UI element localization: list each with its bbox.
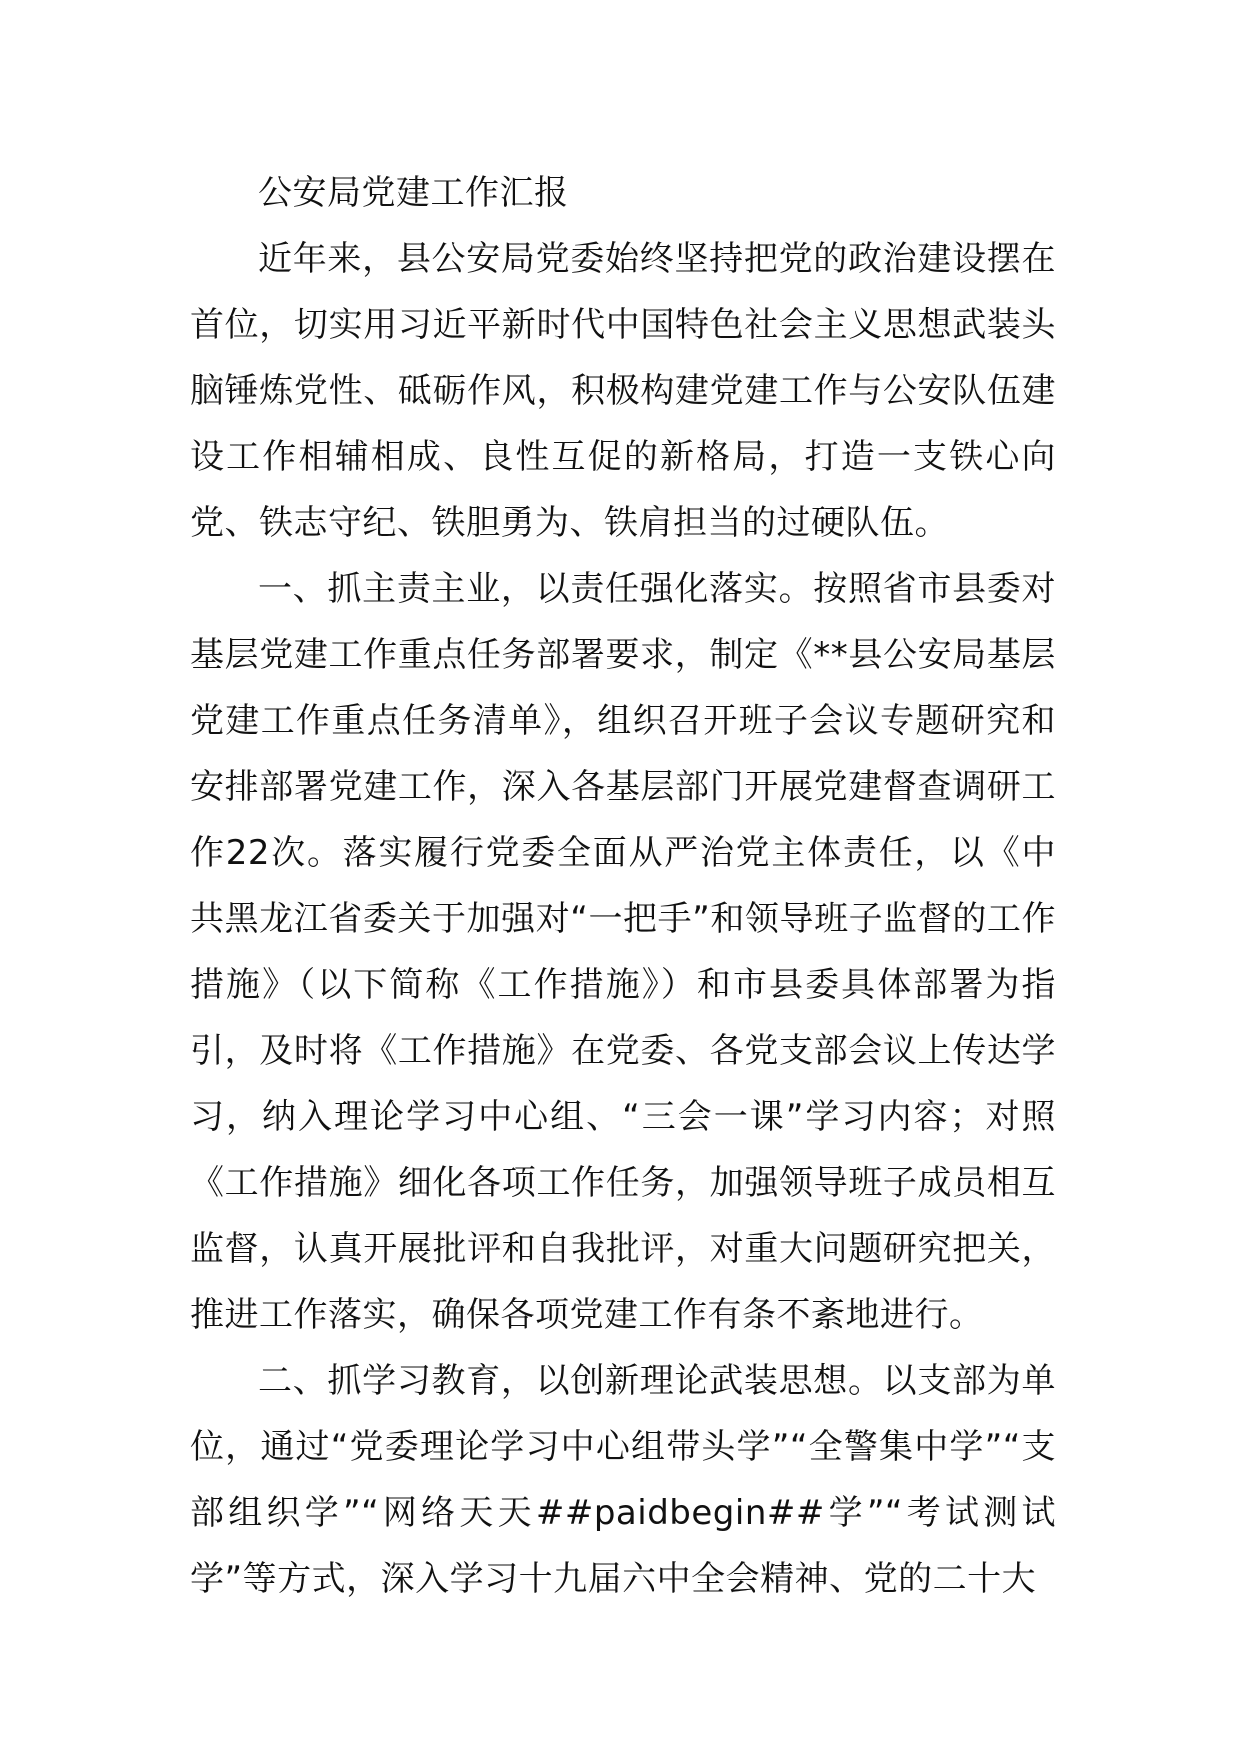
document-title: 公安局党建工作汇报 — [258, 173, 569, 213]
document-body — [190, 160, 1056, 1612]
paragraph-intro: 近年来，县公安局党委始终坚持把党的政治建设摆在首位，切实用习近平新时代中国特色社会主义思想武装头脑锤炼党性、砥砺作风，积极构建党建工作与公安队伍建设工作相辅相成、良性互促的新格局，打造一支铁心向党、铁志守纪、铁胆勇为、铁肩担当的过硬队伍。 — [190, 239, 1056, 543]
paragraph-section-two: 二、抓学习教育，以创新理论武装思想。以支部为单位，通过“党委理论学习中心组带头学”“全警集中学”“支部组织学”“网络天天##paidbegin##学”“考试测试学”等方式，深入学习十九届六中全会精神、党的二十大 — [190, 1361, 1056, 1599]
paragraph-section-one: 一、抓主责主业，以责任强化落实。按照省市县委对基层党建工作重点任务部署要求，制定《**县公安局基层党建工作重点任务清单》，组织召开班子会议专题研究和安排部署党建工作，深入各基层部门开展党建督查调研工作22次。落实履行党委全面从严治党主体责任，以《中共黑龙江省委关于加强对“一把手”和领导班子监督的工作措施》（以下简称《工作措施》）和市县委具体部署为指引，及时将《工作措施》在党委、各党支部会议上传达学习，纳入理论学习中心组、“三会一课”学习内容；对照《工作措施》细化各项工作任务，加强领导班子成员相互监督，认真开展批评和自我批评，对重大问题研究把关，推进工作落实，确保各项党建工作有条不紊地进行。 — [190, 569, 1056, 1335]
